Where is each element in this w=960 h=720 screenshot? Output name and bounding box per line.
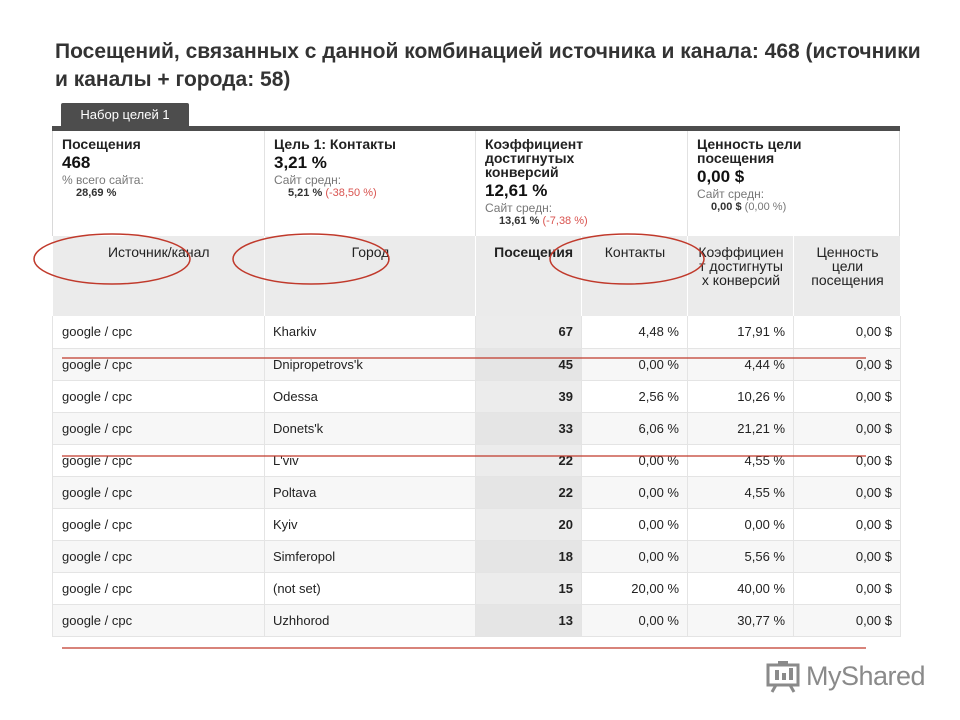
cell-conversion-rate: 5,56 %: [688, 540, 794, 572]
cell-source[interactable]: google / cpc: [53, 380, 265, 412]
cell-visits: 18: [476, 540, 582, 572]
cell-visits: 45: [476, 348, 582, 380]
goal-set-tab[interactable]: Набор целей 1: [61, 103, 189, 127]
cell-city: Simferopol: [265, 540, 476, 572]
cell-city: L'viv: [265, 444, 476, 476]
cell-conversion-rate: 40,00 %: [688, 572, 794, 604]
summary-value: 3,21 %: [274, 153, 327, 172]
cell-contacts: 0,00 %: [582, 348, 688, 380]
summary-sub: Сайт средн:: [485, 201, 553, 215]
summary-average-value: 0,00 $: [711, 201, 742, 213]
summary-average: [274, 187, 467, 200]
column-header-city[interactable]: Город: [265, 236, 476, 316]
table-row[interactable]: [53, 476, 901, 508]
summary-sub: % всего сайта:: [62, 173, 144, 187]
cell-conversion-rate: 4,44 %: [688, 348, 794, 380]
presentation-board-icon: [766, 659, 800, 693]
cell-city: Dnipropetrovs'k: [265, 348, 476, 380]
cell-city: Poltava: [265, 476, 476, 508]
cell-contacts: 2,56 %: [582, 380, 688, 412]
summary-sub: Сайт средн:: [274, 173, 342, 187]
cell-conversion-rate: 10,26 %: [688, 380, 794, 412]
table-row[interactable]: [53, 508, 901, 540]
cell-source[interactable]: google / cpc: [53, 508, 265, 540]
summary-change: (0,00 %): [744, 201, 787, 213]
table-body: [53, 316, 901, 636]
column-header-visits[interactable]: Посещения: [476, 236, 582, 316]
cell-goal-value: 0,00 $: [794, 412, 901, 444]
summary-panel: [52, 131, 900, 236]
cell-source[interactable]: google / cpc: [53, 412, 265, 444]
cell-source[interactable]: google / cpc: [53, 444, 265, 476]
table-header-row: [53, 236, 901, 316]
cell-contacts: 6,06 %: [582, 412, 688, 444]
cell-contacts: 20,00 %: [582, 572, 688, 604]
summary-average-value: 13,61 %: [499, 215, 540, 227]
cell-conversion-rate: 21,21 %: [688, 412, 794, 444]
cell-goal-value: 0,00 $: [794, 316, 901, 348]
cell-source[interactable]: google / cpc: [53, 572, 265, 604]
cell-visits: 67: [476, 316, 582, 348]
summary-average-value: 5,21 %: [288, 187, 323, 199]
cell-city: Kyiv: [265, 508, 476, 540]
data-table: [52, 236, 901, 637]
logo: [766, 656, 926, 696]
summary-average: [62, 187, 256, 200]
logo-text: MyShared: [806, 660, 926, 691]
summary-label: Ценность цели посещения: [697, 136, 802, 166]
column-header-goal-value[interactable]: Ценность цели посещения: [794, 236, 901, 316]
cell-goal-value: 0,00 $: [794, 508, 901, 540]
cell-goal-value: 0,00 $: [794, 476, 901, 508]
cell-goal-value: 0,00 $: [794, 380, 901, 412]
cell-visits: 22: [476, 444, 582, 476]
table-row[interactable]: [53, 444, 901, 476]
column-header-conversion-rate[interactable]: Коэффициент достигнутых конверсий: [688, 236, 794, 316]
cell-visits: 39: [476, 380, 582, 412]
cell-city: Odessa: [265, 380, 476, 412]
summary-average: [485, 215, 679, 228]
cell-contacts: 0,00 %: [582, 508, 688, 540]
cell-conversion-rate: 4,55 %: [688, 444, 794, 476]
cell-goal-value: 0,00 $: [794, 540, 901, 572]
cell-contacts: 0,00 %: [582, 604, 688, 636]
summary-visits: [53, 131, 265, 236]
summary-goal-contacts: [265, 131, 476, 236]
cell-city: Donets'k: [265, 412, 476, 444]
table-row[interactable]: [53, 540, 901, 572]
summary-value: 0,00 $: [697, 167, 745, 186]
cell-visits: 33: [476, 412, 582, 444]
cell-conversion-rate: 0,00 %: [688, 508, 794, 540]
cell-visits: 20: [476, 508, 582, 540]
summary-value: 12,61 %: [485, 181, 548, 200]
cell-goal-value: 0,00 $: [794, 348, 901, 380]
summary-value: 468: [62, 153, 91, 172]
summary-goal-value: [688, 131, 899, 236]
cell-source[interactable]: google / cpc: [53, 348, 265, 380]
cell-contacts: 4,48 %: [582, 316, 688, 348]
table-row[interactable]: [53, 348, 901, 380]
cell-goal-value: 0,00 $: [794, 572, 901, 604]
column-header-source[interactable]: Источник/канал: [53, 236, 265, 316]
cell-contacts: 0,00 %: [582, 444, 688, 476]
cell-visits: 13: [476, 604, 582, 636]
table-row[interactable]: [53, 572, 901, 604]
summary-label: Цель 1: Контакты: [274, 136, 396, 152]
cell-city: Kharkiv: [265, 316, 476, 348]
cell-source[interactable]: google / cpc: [53, 604, 265, 636]
summary-conversion-rate: [476, 131, 688, 236]
cell-visits: 22: [476, 476, 582, 508]
summary-change: (-38,50 %): [325, 187, 377, 199]
table-row[interactable]: [53, 380, 901, 412]
cell-conversion-rate: 17,91 %: [688, 316, 794, 348]
cell-contacts: 0,00 %: [582, 540, 688, 572]
cell-source[interactable]: google / cpc: [53, 476, 265, 508]
summary-label: Коэффициент достигнутых конверсий: [485, 136, 584, 180]
cell-goal-value: 0,00 $: [794, 604, 901, 636]
column-header-contacts[interactable]: Контакты: [582, 236, 688, 316]
table-row[interactable]: [53, 604, 901, 636]
summary-average: [697, 201, 891, 214]
summary-sub: Сайт средн:: [697, 187, 765, 201]
cell-city: (not set): [265, 572, 476, 604]
cell-source[interactable]: google / cpc: [53, 540, 265, 572]
cell-contacts: 0,00 %: [582, 476, 688, 508]
cell-conversion-rate: 30,77 %: [688, 604, 794, 636]
summary-label: Посещения: [62, 136, 141, 152]
cell-city: Uzhhorod: [265, 604, 476, 636]
page-title: Посещений, связанных с данной комбинацией источника и канала: 468 (источники и каналы + города: 58): [55, 40, 921, 91]
cell-goal-value: 0,00 $: [794, 444, 901, 476]
cell-source[interactable]: google / cpc: [53, 316, 265, 348]
cell-visits: 15: [476, 572, 582, 604]
summary-average-value: 28,69 %: [76, 187, 117, 199]
cell-conversion-rate: 4,55 %: [688, 476, 794, 508]
summary-change: (-7,38 %): [542, 215, 588, 227]
table-row[interactable]: [53, 412, 901, 444]
table-row[interactable]: [53, 316, 901, 348]
